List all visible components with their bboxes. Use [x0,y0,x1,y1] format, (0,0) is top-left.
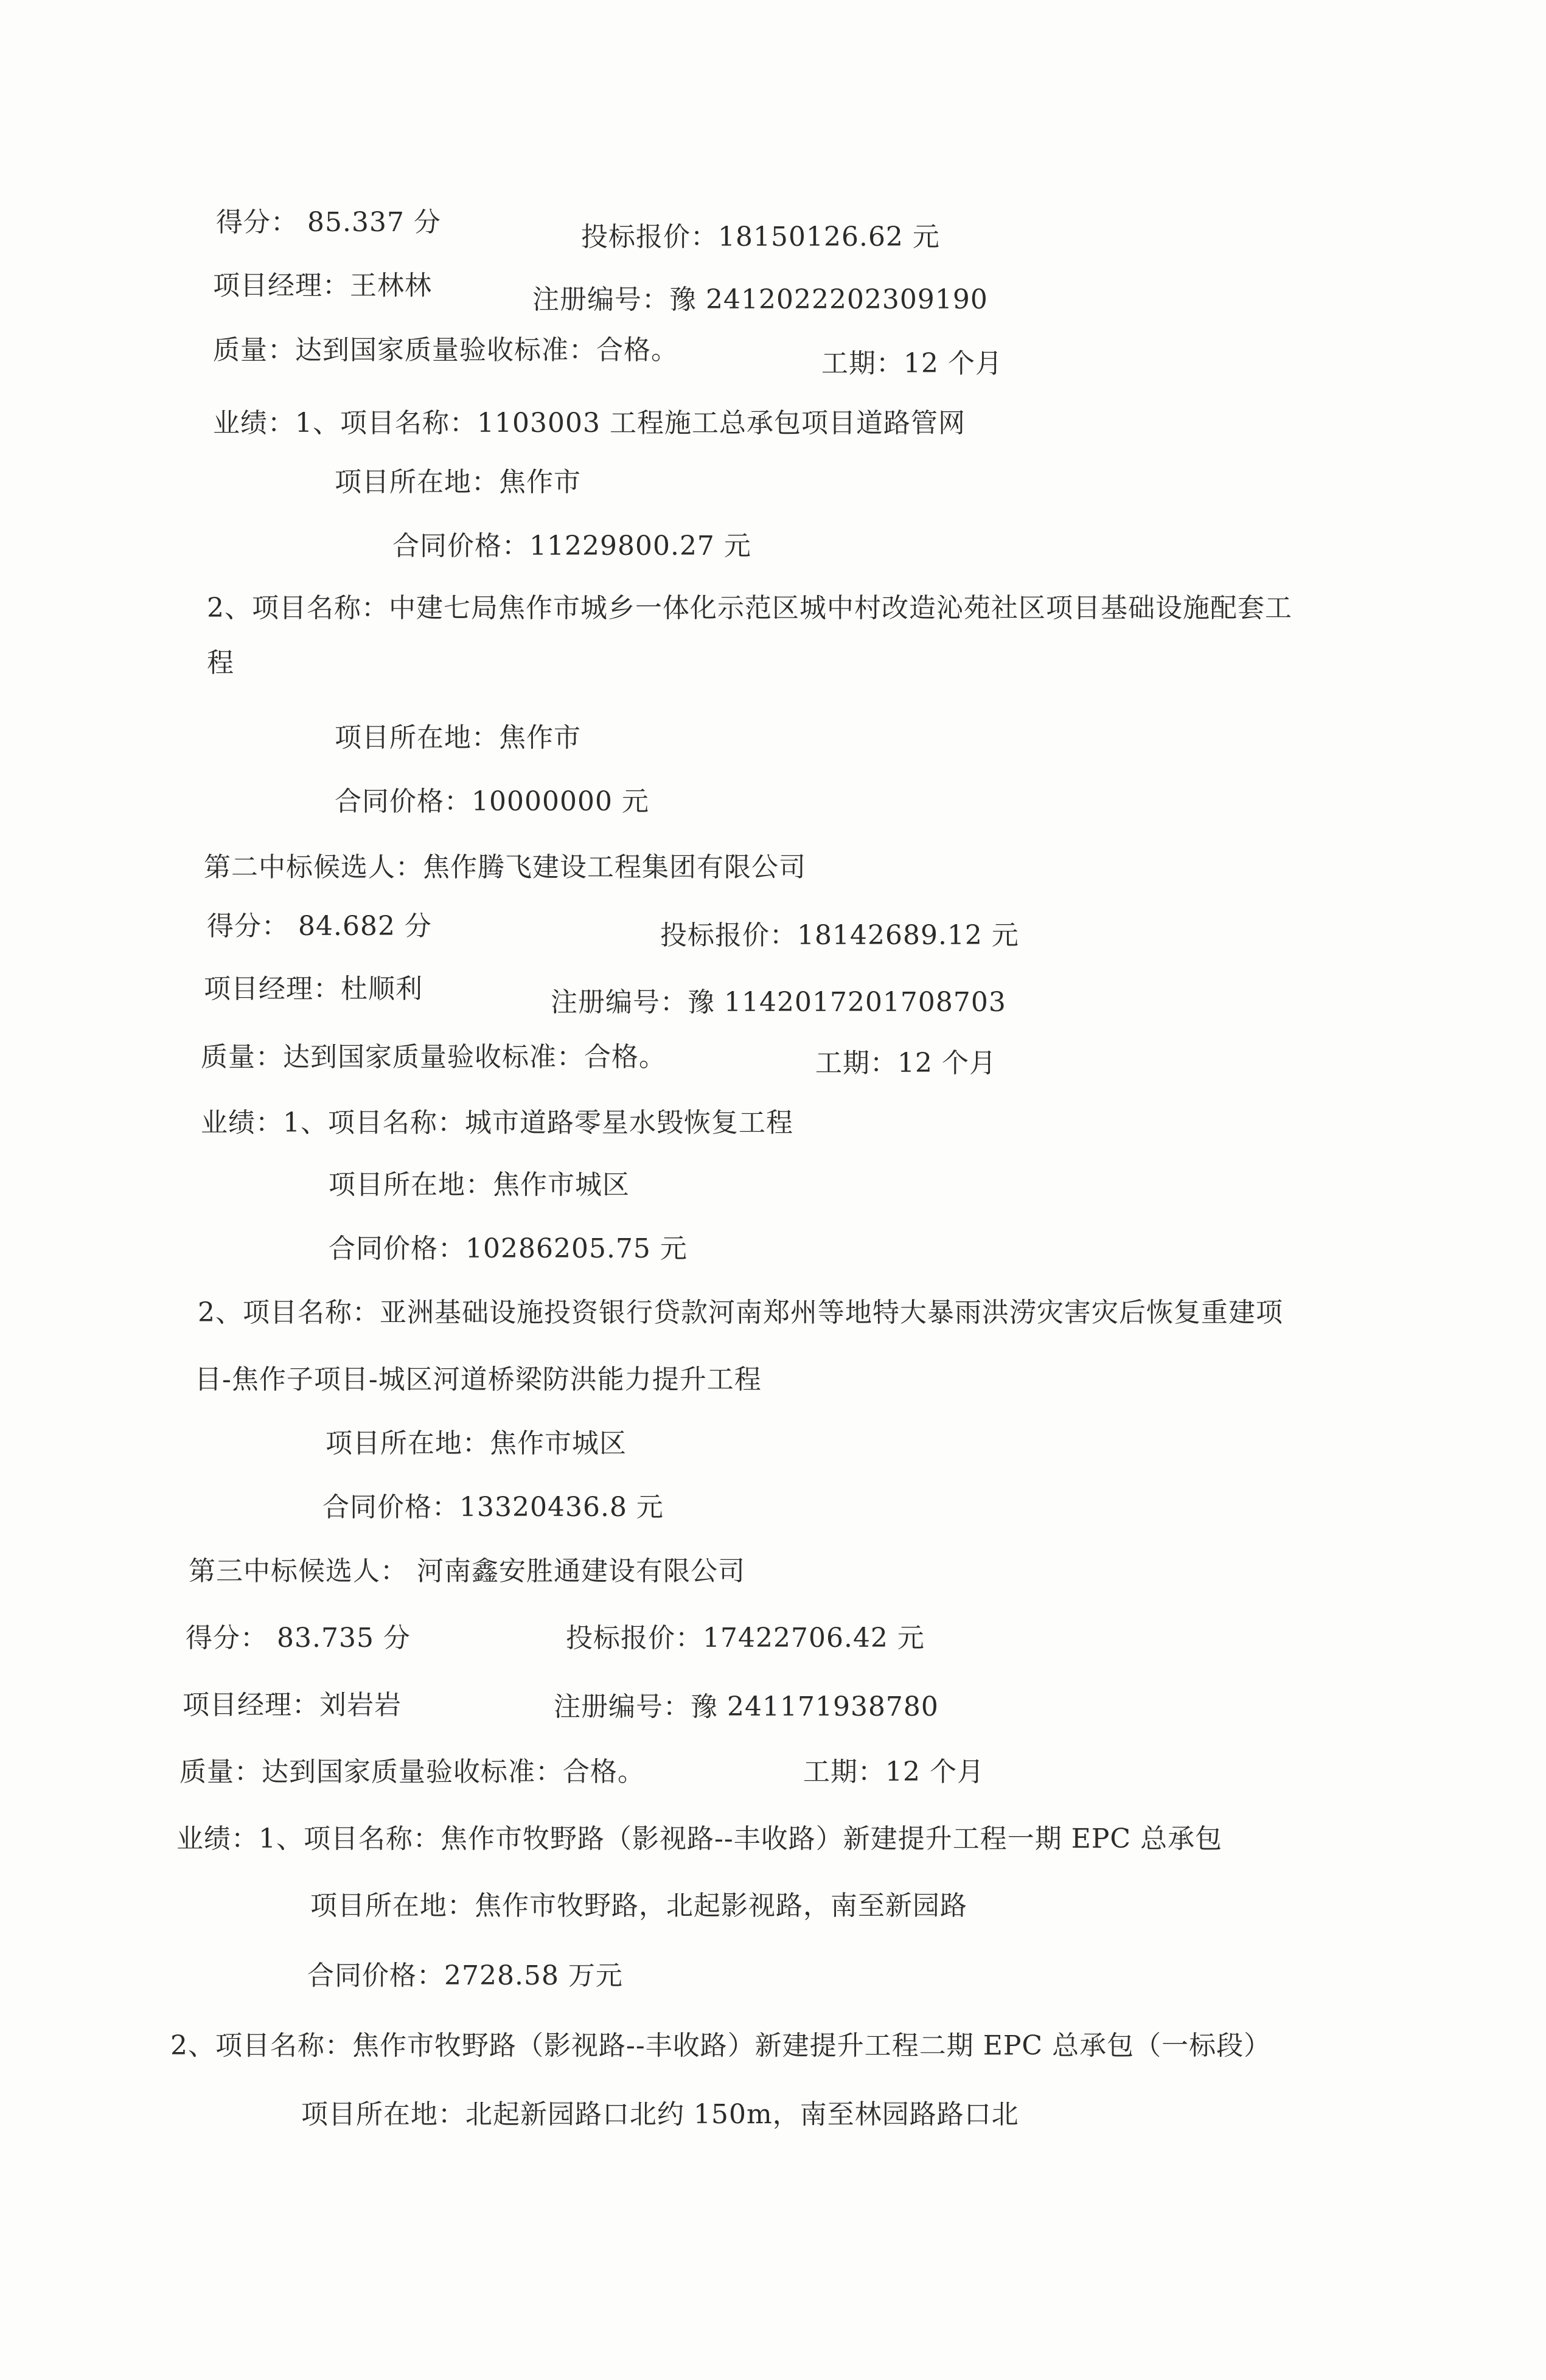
first-construction-period: 工期：12 个月 [821,348,1003,379]
second-project-1-name: 业绩：1、项目名称：城市道路零星水毁恢复工程 [201,1107,793,1138]
second-bid-price: 投标报价：18142689.12 元 [660,920,1019,951]
second-project-1-price: 合同价格：10286205.75 元 [329,1233,688,1264]
third-project-1-location: 项目所在地：焦作市牧野路，北起影视路，南至新园路 [310,1890,967,1921]
third-project-1-price: 合同价格：2728.58 万元 [307,1960,623,1991]
second-project-2-location: 项目所在地：焦作市城区 [326,1428,627,1459]
third-construction-period: 工期：12 个月 [803,1756,984,1787]
second-project-2-name: 2、项目名称：亚洲基础设施投资银行贷款河南郑州等地特大暴雨洪涝灾害灾后恢复重建项 [198,1297,1283,1328]
third-project-manager: 项目经理：刘岩岩 [183,1689,402,1721]
first-registration-number: 注册编号：豫 2412022202309190 [532,284,988,315]
second-project-manager: 项目经理：杜顺利 [204,973,423,1004]
second-project-1-location: 项目所在地：焦作市城区 [329,1169,630,1200]
first-project-2-name-cont: 程 [207,647,234,678]
first-quality: 质量：达到国家质量验收标准：合格。 [213,335,678,366]
second-registration-number: 注册编号：豫 1142017201708703 [551,987,1006,1018]
first-project-2-price: 合同价格：10000000 元 [335,786,649,817]
third-candidate-heading: 第三中标候选人： 河南鑫安胜通建设有限公司 [189,1556,745,1587]
first-score: 得分： 85.337 分 [216,207,441,238]
second-project-2-name-cont: 目-焦作子项目-城区河道桥梁防洪能力提升工程 [195,1364,762,1395]
second-score: 得分： 84.682 分 [207,911,432,942]
third-registration-number: 注册编号：豫 241171938780 [554,1691,939,1722]
third-quality: 质量：达到国家质量验收标准：合格。 [179,1756,645,1787]
first-bid-price: 投标报价：18150126.62 元 [581,221,940,252]
first-project-2-location: 项目所在地：焦作市 [335,722,581,753]
third-project-2-location: 项目所在地：北起新园路口北约 150m，南至林园路路口北 [301,2099,1019,2130]
first-project-1-location: 项目所在地：焦作市 [335,467,581,498]
second-quality: 质量：达到国家质量验收标准：合格。 [201,1042,666,1073]
third-project-2-name: 2、项目名称：焦作市牧野路（影视路--丰收路）新建提升工程二期 EPC 总承包（一标段） [170,2030,1272,2061]
first-project-2-name: 2、项目名称：中建七局焦作市城乡一体化示范区城中村改造沁苑社区项目基础设施配套工 [207,593,1292,624]
first-project-1-name: 业绩：1、项目名称：1103003 工程施工总承包项目道路管网 [213,408,966,439]
second-construction-period: 工期：12 个月 [815,1048,997,1079]
first-project-manager: 项目经理：王林林 [213,270,432,301]
second-project-2-price: 合同价格：13320436.8 元 [322,1492,664,1523]
third-project-1-name: 业绩：1、项目名称：焦作市牧野路（影视路--丰收路）新建提升工程一期 EPC 总承包 [176,1823,1223,1854]
third-bid-price: 投标报价：17422706.42 元 [566,1623,925,1654]
third-score: 得分： 83.735 分 [186,1623,411,1654]
first-project-1-price: 合同价格：11229800.27 元 [392,531,751,562]
second-candidate-heading: 第二中标候选人：焦作腾飞建设工程集团有限公司 [204,852,806,883]
